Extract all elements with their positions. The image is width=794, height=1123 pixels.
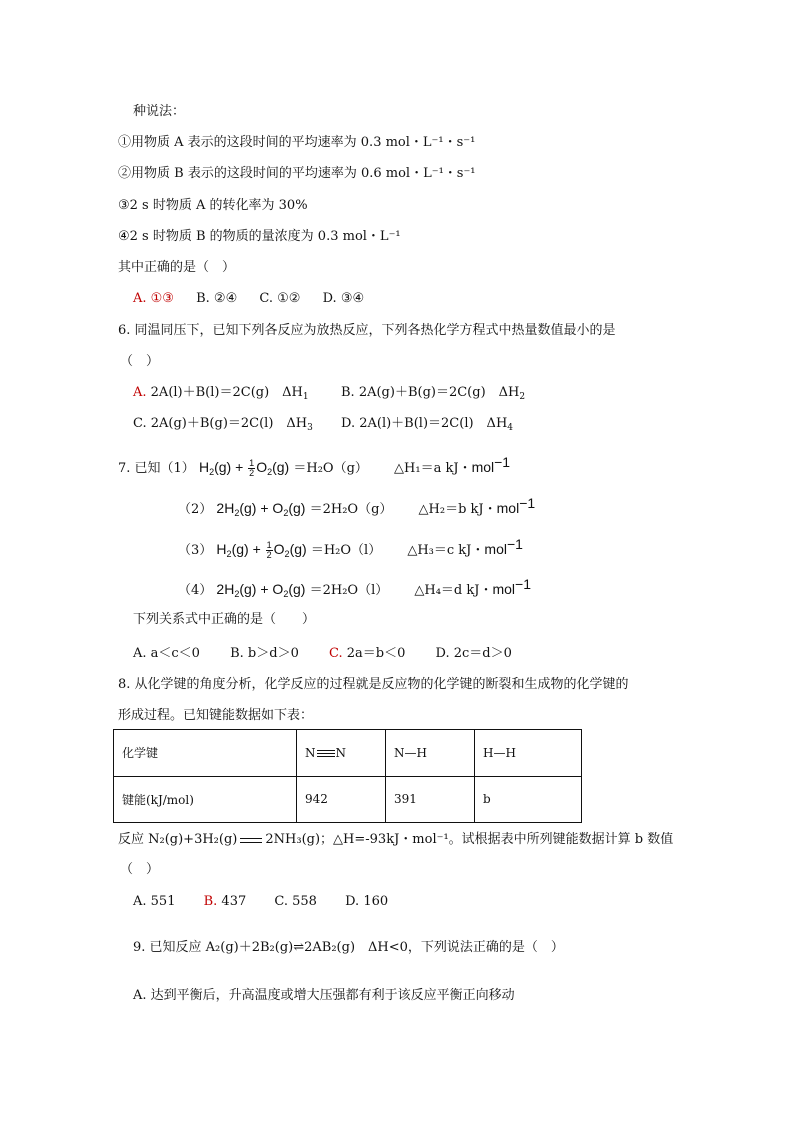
q6-option-b-sub: 2: [519, 392, 526, 402]
triple-bond-icon: [317, 748, 335, 758]
table-header-bond: 化学键: [114, 730, 297, 777]
q8-option-b-letter: B.: [203, 894, 218, 909]
q5-question: 其中正确的是（ ）: [118, 260, 236, 275]
q6-option-b: [341, 383, 525, 407]
q7-lead: 7. 已知（1）: [118, 461, 195, 476]
q7-options: [133, 644, 512, 664]
table-cell-hh: b: [475, 776, 582, 823]
q6-stem: 6. 同温同压下，已知下列各反应为放热反应，下列各热化学方程式中热量数值最小的是: [118, 323, 616, 338]
table-cell-label: 键能(kJ/mol): [114, 776, 297, 823]
q6-option-c: [133, 414, 313, 438]
q5-statement-1: ①用物质 A 表示的这段时间的平均速率为 0.3 mol・L⁻¹・s⁻¹: [118, 135, 476, 150]
q7-question: 下列关系式中正确的是（ ）: [133, 612, 316, 627]
q7-r4-tail: ＝2H₂O（l）: [309, 583, 389, 598]
q7-option-b: B. b＞d＞0: [230, 646, 299, 661]
q9-option-a: A. 达到平衡后，升高温度或增大压强都有利于该反应平衡正向移动: [133, 988, 515, 1003]
q7-option-c: 2a＝b＜0: [342, 646, 406, 661]
q8-stem-1: 8. 从化学键的角度分析，化学反应的过程就是反应物的化学键的断裂和生成物的化学键的: [118, 677, 629, 692]
q5-option-c: C. ①②: [259, 291, 301, 306]
q7-r2-lead: （2）: [178, 502, 213, 517]
q6-option-a-letter: A.: [133, 385, 147, 400]
q7-formula-4: $2H_2(g) + O_2(g)$: [216, 581, 306, 599]
table-row: [114, 776, 582, 823]
q5-option-b: B. ②④: [196, 291, 238, 306]
q7-mol-exp-3: −1: [506, 536, 523, 552]
q5-option-a: A. ①③: [133, 291, 174, 306]
bond-energy-table: [113, 729, 582, 823]
q7-option-a: A. a＜c＜0: [133, 646, 200, 661]
q7-r3-lead: （3）: [178, 543, 213, 558]
q7-r2-dh: △H₂＝b kJ・: [418, 502, 497, 517]
q7-formula-1: $H_2(g)$ + $\frac{1}{2}$ $O_2(g)$: [198, 457, 290, 478]
q5-statement-2: ②用物质 B 表示的这段时间的平均速率为 0.6 mol・L⁻¹・s⁻¹: [118, 166, 476, 181]
q7-option-c-letter: C.: [328, 646, 343, 661]
table-header-hh: H—H: [475, 730, 582, 777]
q7-option-d: D. 2c＝d＞0: [435, 646, 512, 661]
q8-reaction-a: 反应 N₂(g)+3H₂(g): [118, 832, 238, 847]
q7-mol-3: mol: [484, 541, 507, 557]
q8-option-d: D. 160: [345, 894, 389, 909]
q8-options: [133, 892, 388, 912]
q6-option-b-text: B. 2A(g)＋B(g)＝2C(g) ΔH: [341, 385, 520, 400]
table-header-nh: N—H: [386, 730, 475, 777]
q7-reaction-2: [178, 493, 535, 523]
q7-mol-exp-1: −1: [494, 454, 511, 470]
table-row: [114, 730, 582, 777]
q7-mol-1: mol: [471, 459, 495, 475]
q5-statement-3: ③2 s 时物质 A 的转化率为 30%: [118, 198, 308, 213]
q6-paren: （ ）: [120, 354, 160, 369]
q7-mol-4: mol: [492, 581, 516, 597]
q5-options: [133, 289, 364, 309]
q7-r1-tail: ＝H₂O（g）: [293, 461, 368, 476]
table-cell-nn: 942: [297, 776, 386, 823]
q7-reaction-4: [178, 574, 531, 604]
q8-stem-2: 形成过程。已知键能数据如下表：: [118, 708, 314, 723]
q7-reaction-3: [178, 534, 523, 564]
q7-r4-dh: △H₄＝d kJ・: [414, 583, 493, 598]
table-header-nn: [297, 730, 386, 777]
q5-statement-4: ④2 s 时物质 B 的物质的量浓度为 0.3 mol・L⁻¹: [118, 229, 401, 244]
q7-r4-lead: （4）: [178, 583, 213, 598]
table-cell-nh: 391: [386, 776, 475, 823]
q6-option-c-text: C. 2A(g)＋B(g)＝2C(l) ΔH: [133, 416, 308, 431]
q7-r2-tail: ＝2H₂O（g）: [309, 502, 393, 517]
q7-r3-tail: ＝H₂O（l）: [310, 543, 382, 558]
q6-option-c-sub: 3: [307, 423, 313, 433]
q9-stem: 9. 已知反应 A₂(g)＋2B₂(g)⇌2AB₂(g) ΔH<0，下列说法正确的是（ ）: [133, 940, 564, 955]
q6-option-d: [341, 414, 513, 438]
nn-right-atom: N: [335, 745, 346, 760]
q6-option-a-sub: 1: [302, 392, 309, 402]
q7-reaction-1: [118, 452, 510, 482]
q6-option-d-sub: 4: [507, 423, 514, 433]
q8-reaction: [118, 830, 673, 850]
q7-mol-exp-4: −1: [515, 576, 531, 592]
q8-reaction-b: 2NH₃(g)；△H=-93kJ・mol⁻¹。试根据表中所列键能数据计算 b 数值: [265, 832, 674, 847]
q7-r1-dh: △H₁＝a kJ・: [394, 461, 472, 476]
intro-text: 种说法：: [133, 104, 186, 119]
q7-mol-exp-2: −1: [519, 495, 536, 511]
nn-left-atom: N: [305, 745, 316, 760]
q7-formula-3: $H_2(g)$ + $\frac{1}{2}$ $O_2(g)$: [216, 539, 307, 560]
q5-option-d: D. ③④: [322, 291, 365, 306]
q8-option-b: 437: [217, 894, 247, 909]
q6-option-a: A. 2A(l)＋B(l)＝2C(g) $\Delta H_1$: [133, 385, 309, 402]
q7-r3-dh: △H₃＝c kJ・: [407, 543, 485, 558]
equilibrium-arrow-icon: [240, 836, 262, 844]
q6-option-d-text: D. 2A(l)＋B(l)＝2C(l) ΔH: [341, 416, 508, 431]
q8-option-c: C. 558: [274, 894, 317, 909]
q8-option-a: A. 551: [133, 894, 176, 909]
q7-mol-2: mol: [496, 500, 520, 516]
q8-paren: （ ）: [120, 862, 160, 877]
q7-formula-2: $2H_2(g) + O_2(g)$: [216, 500, 306, 518]
